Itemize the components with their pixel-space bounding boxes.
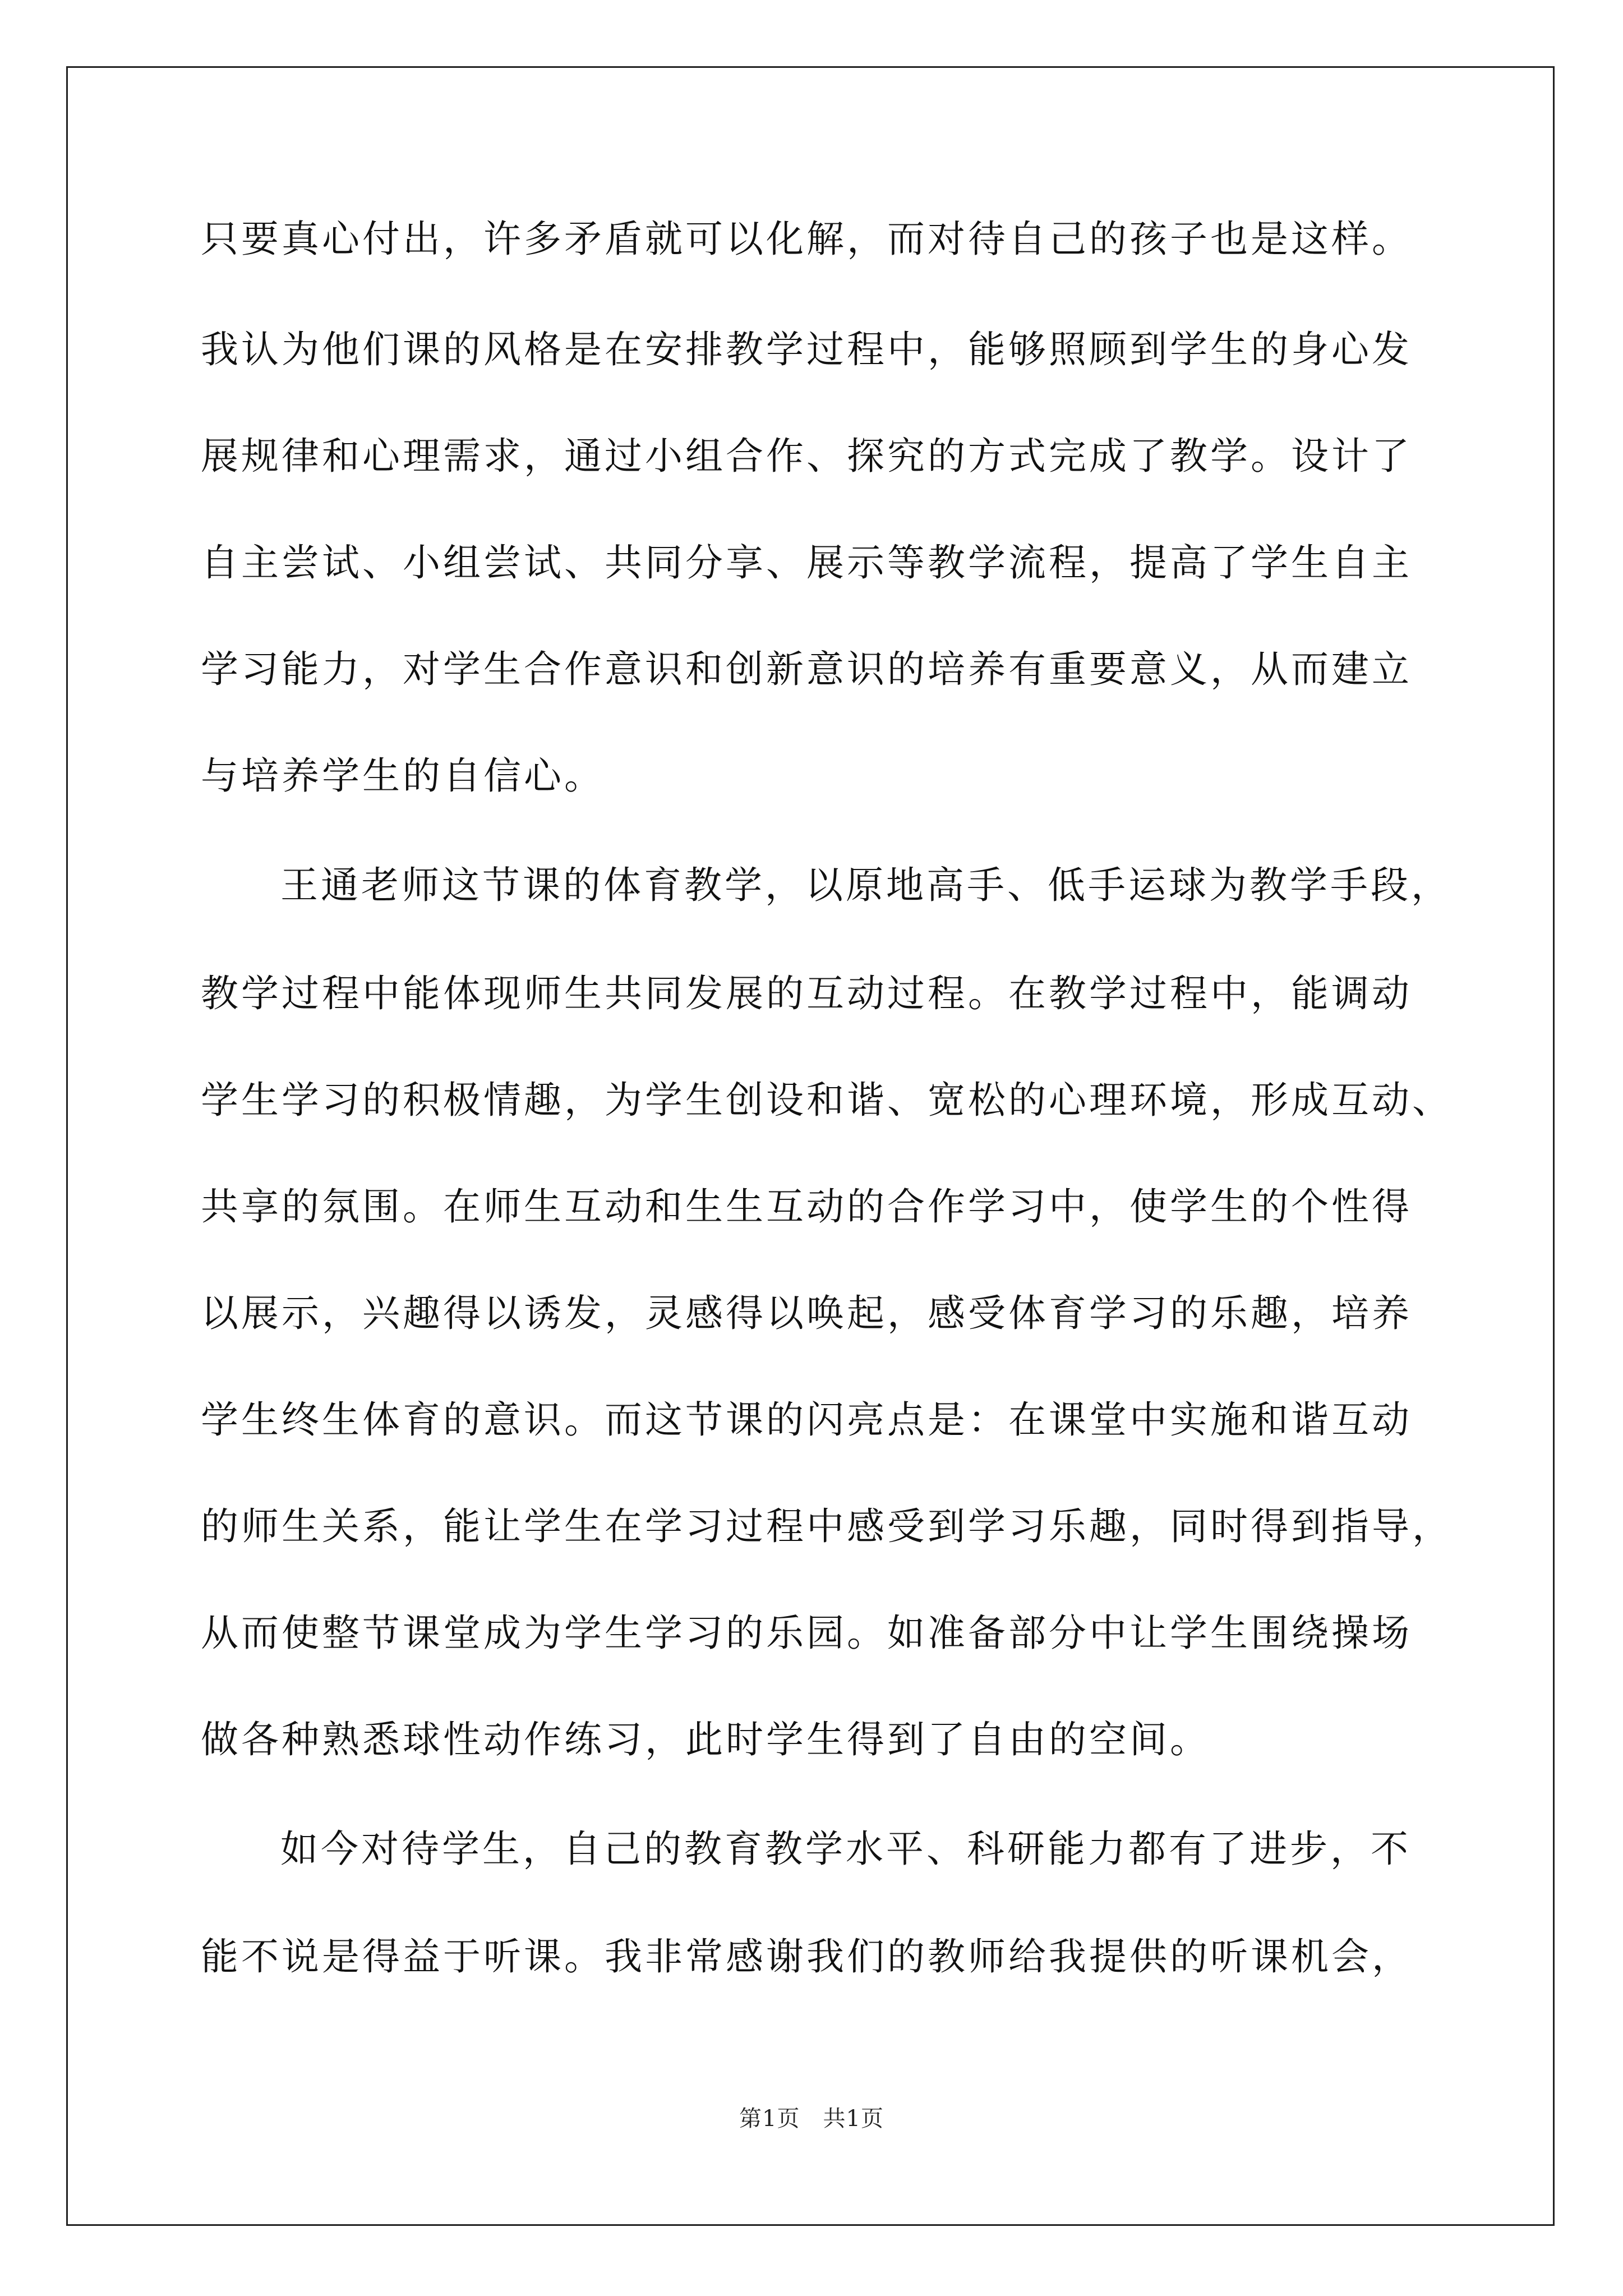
paragraph-first-line: 王通老师这节课的体育教学，以原地高手、低手运球为教学手段， <box>280 863 1451 907</box>
text-line: 自主尝试、小组尝试、共同分享、展示等教学流程，提高了学生自主 <box>201 541 1412 585</box>
text-line: 的师生关系，能让学生在学习过程中感受到学习乐趣，同时得到指导， <box>201 1504 1453 1548</box>
text-line: 学习能力，对学生合作意识和创新意识的培养有重要意义，从而建立 <box>201 647 1412 691</box>
text-line: 我认为他们课的风格是在安排教学过程中，能够照顾到学生的身心发 <box>201 328 1412 371</box>
text-line: 学生终生体育的意识。而这节课的闪亮点是：在课堂中实施和谐互动 <box>201 1398 1412 1442</box>
text-line: 教学过程中能体现师生共同发展的互动过程。在教学过程中，能调动 <box>201 972 1412 1015</box>
text-line: 能不说是得益于听课。我非常感谢我们的教师给我提供的听课机会， <box>201 1935 1412 1978</box>
page-border <box>66 66 1555 2226</box>
page-footer: 第1页 共1页 <box>739 2106 884 2132</box>
text-line: 以展示，兴趣得以诱发，灵感得以唤起，感受体育学习的乐趣，培养 <box>201 1291 1412 1335</box>
text-line: 从而使整节课堂成为学生学习的乐园。如准备部分中让学生围绕操场 <box>201 1611 1412 1655</box>
text-line: 做各种熟悉球性动作练习，此时学生得到了自由的空间。 <box>201 1718 1210 1761</box>
paragraph-first-line: 如今对待学生，自己的教育教学水平、科研能力都有了进步，不 <box>280 1827 1411 1871</box>
text-line: 展规律和心理需求，通过小组合作、探究的方式完成了教学。设计了 <box>201 434 1412 478</box>
text-line: 只要真心付出，许多矛盾就可以化解，而对待自己的孩子也是这样。 <box>201 217 1412 261</box>
text-line: 与培养学生的自信心。 <box>201 754 605 798</box>
text-line: 共享的氛围。在师生互动和生生互动的合作学习中，使学生的个性得 <box>201 1185 1412 1228</box>
text-line: 学生学习的积极情趣，为学生创设和谐、宽松的心理环境，形成互动、 <box>201 1078 1453 1122</box>
